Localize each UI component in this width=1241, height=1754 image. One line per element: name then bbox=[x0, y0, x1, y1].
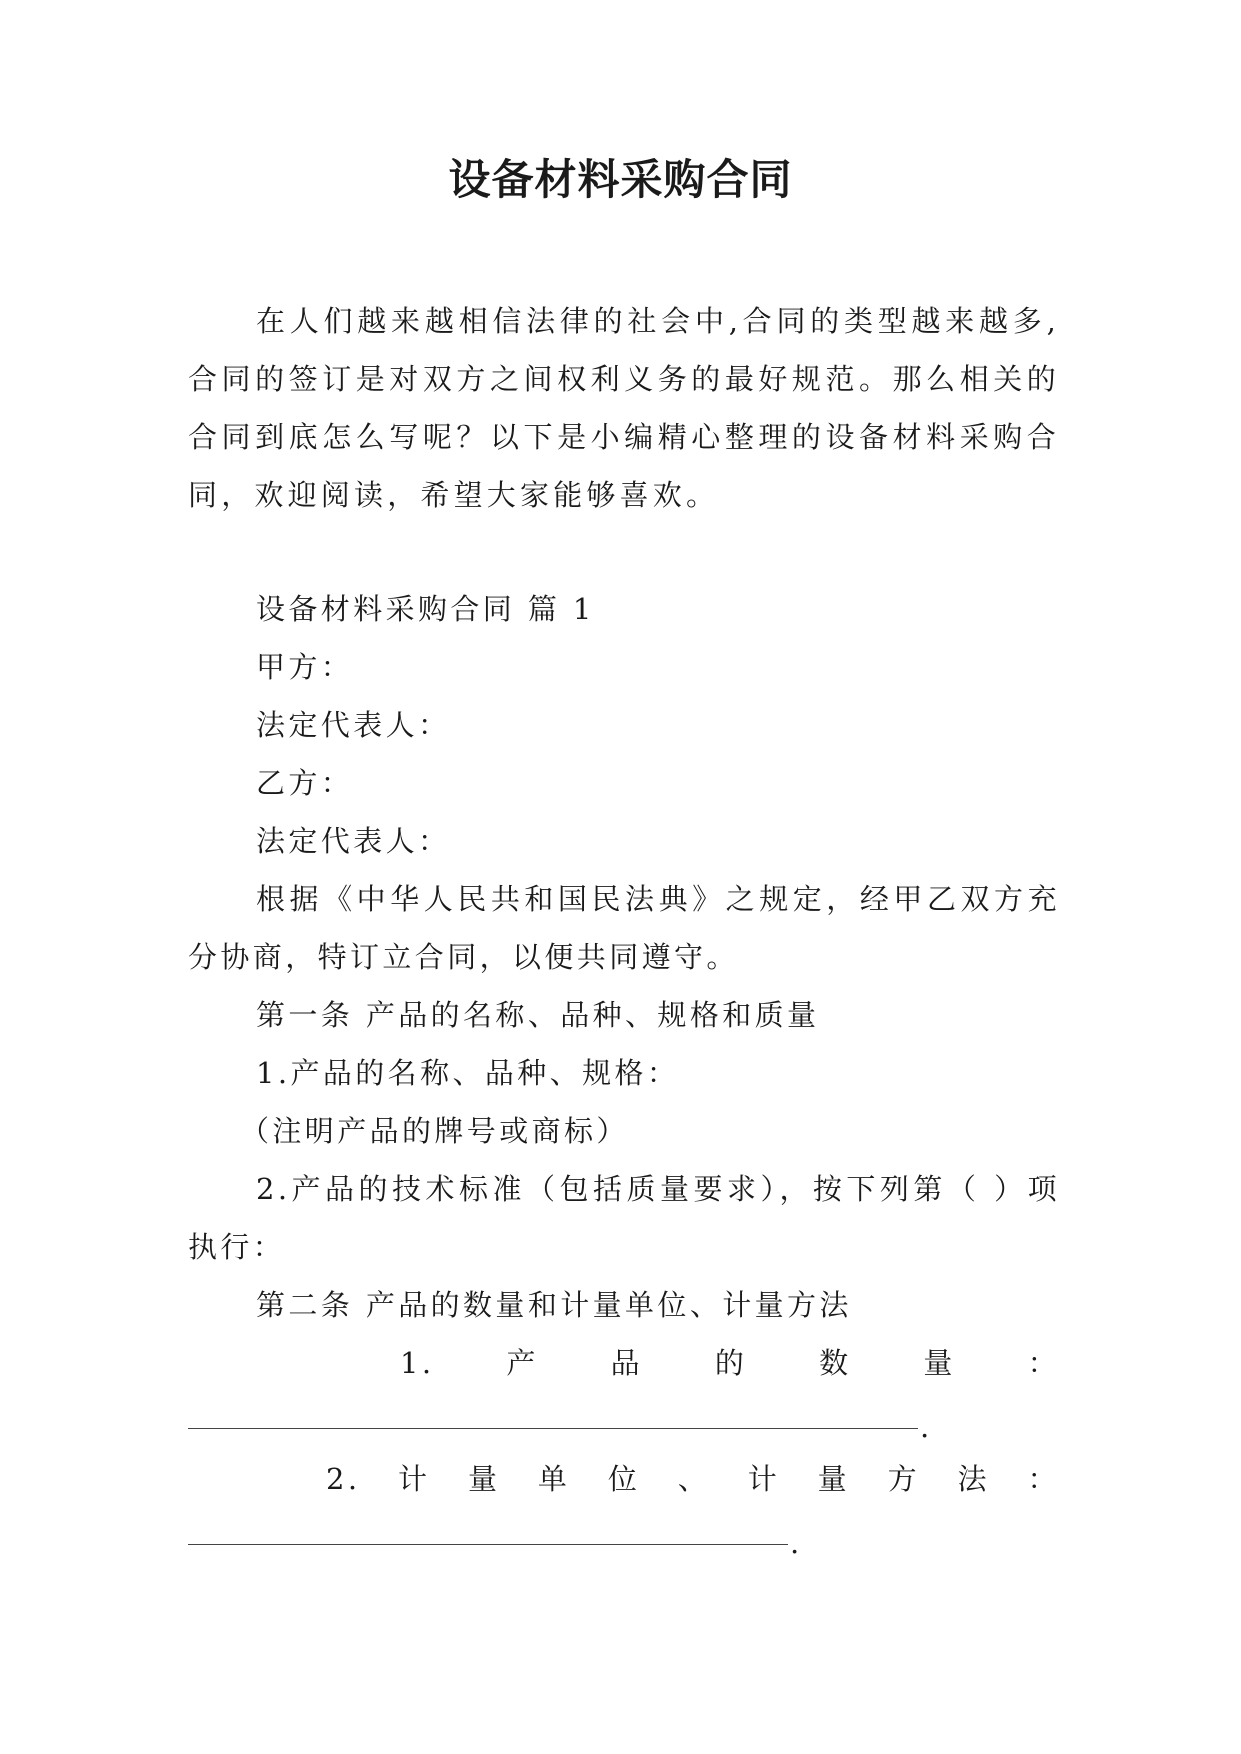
article-2-item-2-blank bbox=[188, 1508, 1060, 1566]
item-1-char: 的 bbox=[714, 1346, 748, 1380]
item-1-char: 1. bbox=[400, 1346, 435, 1380]
item-2-char: 量 bbox=[467, 1462, 501, 1496]
party-b-representative-label: 法定代表人： bbox=[256, 824, 451, 858]
item-1-char: ： bbox=[1027, 1346, 1060, 1380]
article-2-heading: 第二条 产品的数量和计量单位、计量方法 bbox=[256, 1288, 852, 1322]
article-2-item-1-blank bbox=[188, 1392, 1060, 1450]
contract-body bbox=[188, 580, 1060, 1566]
article-1-heading: 第一条 产品的名称、品种、规格和质量 bbox=[256, 998, 820, 1032]
item-2-char: 计 bbox=[747, 1462, 781, 1496]
party-b-label: 乙方： bbox=[256, 766, 354, 800]
item-1-char: 数 bbox=[819, 1346, 852, 1380]
item-2-char: 位 bbox=[607, 1462, 641, 1496]
article-2-item-2-line bbox=[188, 1450, 1060, 1508]
intro-paragraph: 在人们越来越相信法律的社会中,合同的类型越来越多,合同的签订是对双方之间权利义务的最好规范。那么相关的合同到底怎么写呢？以下是小编精心整理的设备材料采购合同，欢迎阅读，希望大家能够喜欢。 bbox=[188, 304, 1060, 512]
fill-in-blank-line bbox=[188, 1544, 788, 1545]
item-2-char: 量 bbox=[817, 1462, 851, 1496]
blank-terminator: . bbox=[920, 1410, 933, 1444]
item-1-char: 品 bbox=[610, 1346, 643, 1380]
party-a-representative-label: 法定代表人： bbox=[256, 708, 451, 742]
preamble-paragraph: 根据《中华人民共和国民法典》之规定，经甲乙双方充分协商，特订立合同，以便共同遵守。 bbox=[188, 882, 1060, 974]
article-1-item-1-note: （注明产品的牌号或商标） bbox=[240, 1114, 629, 1148]
document-title: 设备材料采购合同 bbox=[448, 155, 793, 204]
item-2-char: 计 bbox=[398, 1462, 431, 1496]
item-1-char: 量 bbox=[923, 1346, 956, 1380]
article-1-item-2: 2.产品的技术标准（包括质量要求），按下列第（ ）项执行： bbox=[188, 1172, 1060, 1264]
article-2-item-1-line bbox=[188, 1334, 1060, 1392]
item-2-char: 单 bbox=[537, 1462, 571, 1496]
article-1-item-1: 1.产品的名称、品种、规格： bbox=[256, 1056, 680, 1090]
section-heading: 设备材料采购合同 篇 1 bbox=[256, 592, 595, 626]
item-2-char: 方 bbox=[887, 1462, 920, 1496]
item-2-char: 、 bbox=[677, 1462, 711, 1496]
item-2-char: ： bbox=[1027, 1462, 1060, 1496]
item-2-char: 法 bbox=[957, 1462, 990, 1496]
item-2-char: 2. bbox=[326, 1462, 361, 1496]
item-1-char: 产 bbox=[506, 1346, 539, 1380]
blank-terminator: . bbox=[790, 1526, 803, 1560]
fill-in-blank-line bbox=[188, 1428, 918, 1429]
party-a-label: 甲方： bbox=[256, 650, 354, 684]
